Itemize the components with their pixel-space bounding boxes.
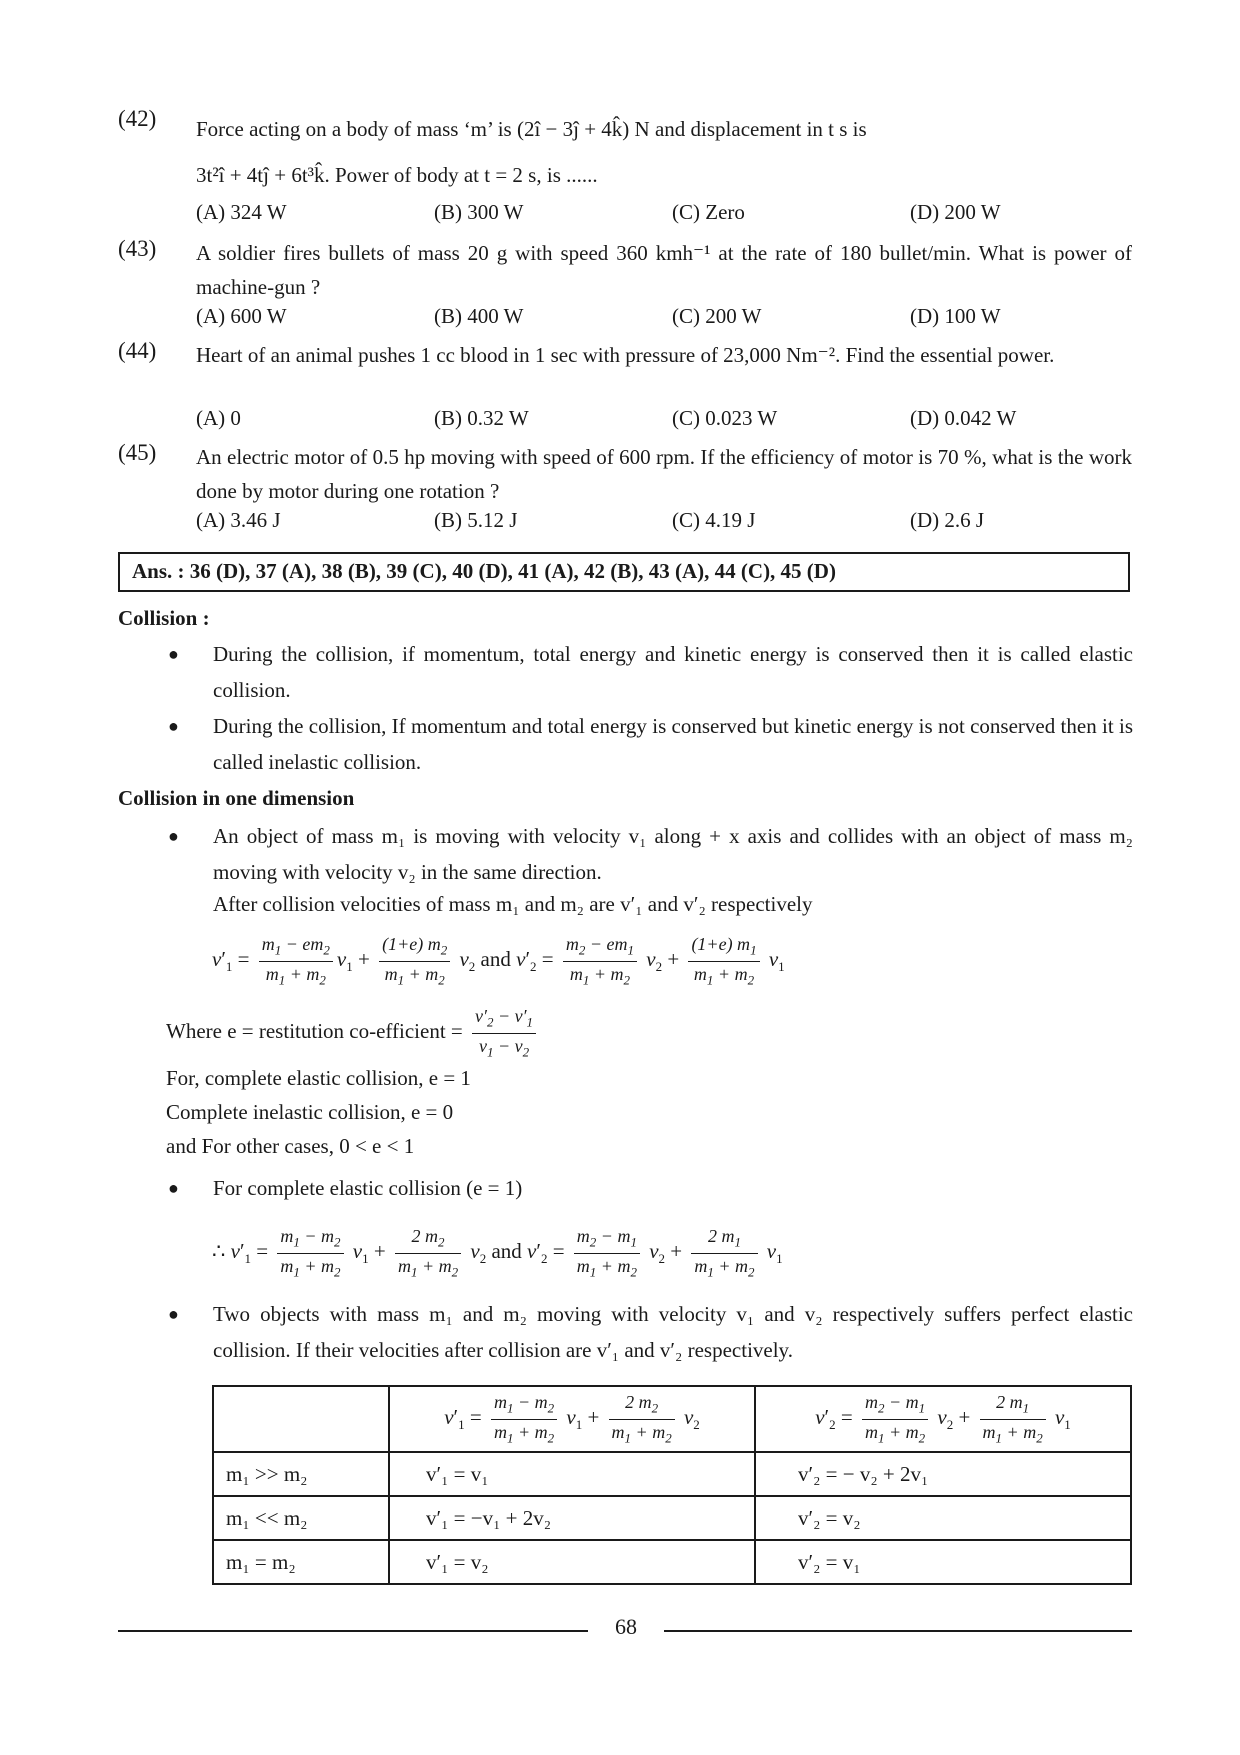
option-c: (C) 0.023 W (672, 406, 778, 430)
table-header-cell: $v'_1$ = $\frac{m_1 - m_2}{m_1 + m_2}$ $v_1$ + $\frac{2 m_2}{m_1 + m_2}$ $v_2$ (389, 1386, 755, 1452)
option-a: (A) 600 W (196, 304, 287, 328)
options-row (196, 304, 1136, 334)
bullet-text: An object of mass m₁ is moving with velocity v₁ along + x axis and collides with an object of mass m₂ moving with velocity v₂ in the same direction. (213, 824, 1133, 884)
table-cell: m₁ >> m₂ (213, 1452, 389, 1496)
question-number: (43) (118, 236, 157, 261)
options-row (196, 200, 1136, 230)
question-text: Heart of an animal pushes 1 cc blood in 1 sec with pressure of 23,000 Nm⁻². Find the essential power. (196, 343, 1055, 367)
bullet-text: During the collision, If momentum and total energy is conserved but kinetic energy is not conserved then it is called inelastic collision. (213, 714, 1133, 774)
option-b: (B) 0.32 W (434, 406, 529, 430)
case-text: Complete inelastic collision, e = 0 (166, 1100, 454, 1124)
question-text: Force acting on a body of mass ‘m’ is (2î − 3ĵ + 4k̂) N and displacement in t s is (196, 117, 867, 141)
page-number: 68 (615, 1614, 637, 1639)
option-d: (D) 200 W (910, 200, 1001, 224)
option-b: (B) 300 W (434, 200, 524, 224)
collision-cases-table (212, 1385, 1132, 1585)
table-cell: m₁ = m₂ (213, 1540, 389, 1584)
option-c: (C) 4.19 J (672, 508, 756, 532)
table-cell: v′₁ = −v₁ + 2v₂ (389, 1496, 755, 1540)
footer-rule-right (664, 1630, 1132, 1632)
bullet-icon: ● (168, 644, 179, 664)
bullet-text: Two objects with mass m₁ and m₂ moving with velocity v₁ and v₂ respectively suffers perfect elastic collision. If their velocities after collision are v′₁ and v′₂ respectively. (213, 1302, 1133, 1362)
table-cell: v′₂ = − v₂ + 2v₁ (755, 1452, 1131, 1496)
question-number: (44) (118, 338, 157, 363)
option-a: (A) 324 W (196, 200, 287, 224)
section-heading: Collision in one dimension (118, 786, 355, 810)
table-cell: v′₂ = v₁ (755, 1540, 1131, 1584)
question-text-continued: 3t²î + 4tĵ + 6t³k̂. Power of body at t = 2 s, is ...... (196, 163, 598, 187)
option-c: (C) 200 W (672, 304, 762, 328)
table-cell (213, 1386, 389, 1452)
bullet-icon: ● (168, 1178, 179, 1198)
table-header-row (213, 1386, 1131, 1452)
bullet-icon: ● (168, 826, 179, 846)
options-row (196, 508, 1136, 538)
table-cell: v′₁ = v₁ (389, 1452, 755, 1496)
after-collision-text: After collision velocities of mass m₁ and m₂ are v′₁ and v′₂ respectively (213, 892, 813, 916)
table-row (213, 1496, 1131, 1540)
bullet-text: During the collision, if momentum, total energy and kinetic energy is conserved then it is called elastic collision. (213, 642, 1133, 702)
case-text: For, complete elastic collision, e = 1 (166, 1066, 471, 1090)
option-b: (B) 400 W (434, 304, 524, 328)
restitution-definition: Where e = restitution co-efficient = $\frac{v'_2 - v'_1}{v_1 - v_2}$ (166, 1006, 540, 1060)
option-a: (A) 3.46 J (196, 508, 281, 532)
table-row (213, 1540, 1131, 1584)
option-d: (D) 0.042 W (910, 406, 1017, 430)
answer-key-box: Ans. : 36 (D), 37 (A), 38 (B), 39 (C), 40 (D), 41 (A), 42 (B), 43 (A), 44 (C), 45 (D) (118, 552, 1130, 592)
and-word: and (491, 1238, 522, 1263)
option-d: (D) 2.6 J (910, 508, 985, 532)
case-text: and For other cases, 0 < e < 1 (166, 1134, 415, 1158)
option-d: (D) 100 W (910, 304, 1001, 328)
section-heading: Collision : (118, 606, 210, 630)
options-row (196, 406, 1136, 436)
bullet-icon: ● (168, 716, 179, 736)
question-text: An electric motor of 0.5 hp moving with speed of 600 rpm. If the efficiency of motor is 70 %, what is the work done by motor during one rotation ? (196, 445, 1132, 503)
general-velocity-equation: $v'_1$ = $\frac{m_1 - em_2}{m_1 + m_2}$ $v_1$ + $\frac{(1+e) m_2}{m_1 + m_2}$ $v_2$ and $v'_2$ = $\frac{m_2 - em_1}{m_1 + m_2}$ $v_2$ + $\frac{(1+e) m_1}{m_1 + m_2}$ $v_1$ (212, 934, 785, 988)
option-a: (A) 0 (196, 406, 241, 430)
table-row (213, 1452, 1131, 1496)
option-c: (C) Zero (672, 200, 745, 224)
table-cell: v′₁ = v₂ (389, 1540, 755, 1584)
table-cell: v′₂ = v₂ (755, 1496, 1131, 1540)
question-number: (42) (118, 106, 157, 131)
question-text: A soldier fires bullets of mass 20 g with speed 360 kmh⁻¹ at the rate of 180 bullet/min. What is power of machine-gun ? (196, 241, 1132, 299)
elastic-velocity-equation: ∴ $v'_1$ = $\frac{m_1 - m_2}{m_1 + m_2}$ $v_1$ + $\frac{2 m_2}{m_1 + m_2}$ $v_2$ and $v'_2$ = $\frac{m_2 - m_1}{m_1 + m_2}$ $v_2$ + $\frac{2 m_1}{m_1 + m_2}$ $v_1$ (212, 1226, 783, 1280)
footer-rule-left (118, 1630, 588, 1632)
question-number: (45) (118, 440, 157, 465)
table-cell: m₁ << m₂ (213, 1496, 389, 1540)
and-word: and (480, 946, 511, 971)
bullet-text: For complete elastic collision (e = 1) (213, 1176, 523, 1200)
table-header-cell: $v'_2$ = $\frac{m_2 - m_1}{m_1 + m_2}$ $v_2$ + $\frac{2 m_1}{m_1 + m_2}$ $v_1$ (755, 1386, 1131, 1452)
bullet-icon: ● (168, 1304, 179, 1324)
option-b: (B) 5.12 J (434, 508, 518, 532)
